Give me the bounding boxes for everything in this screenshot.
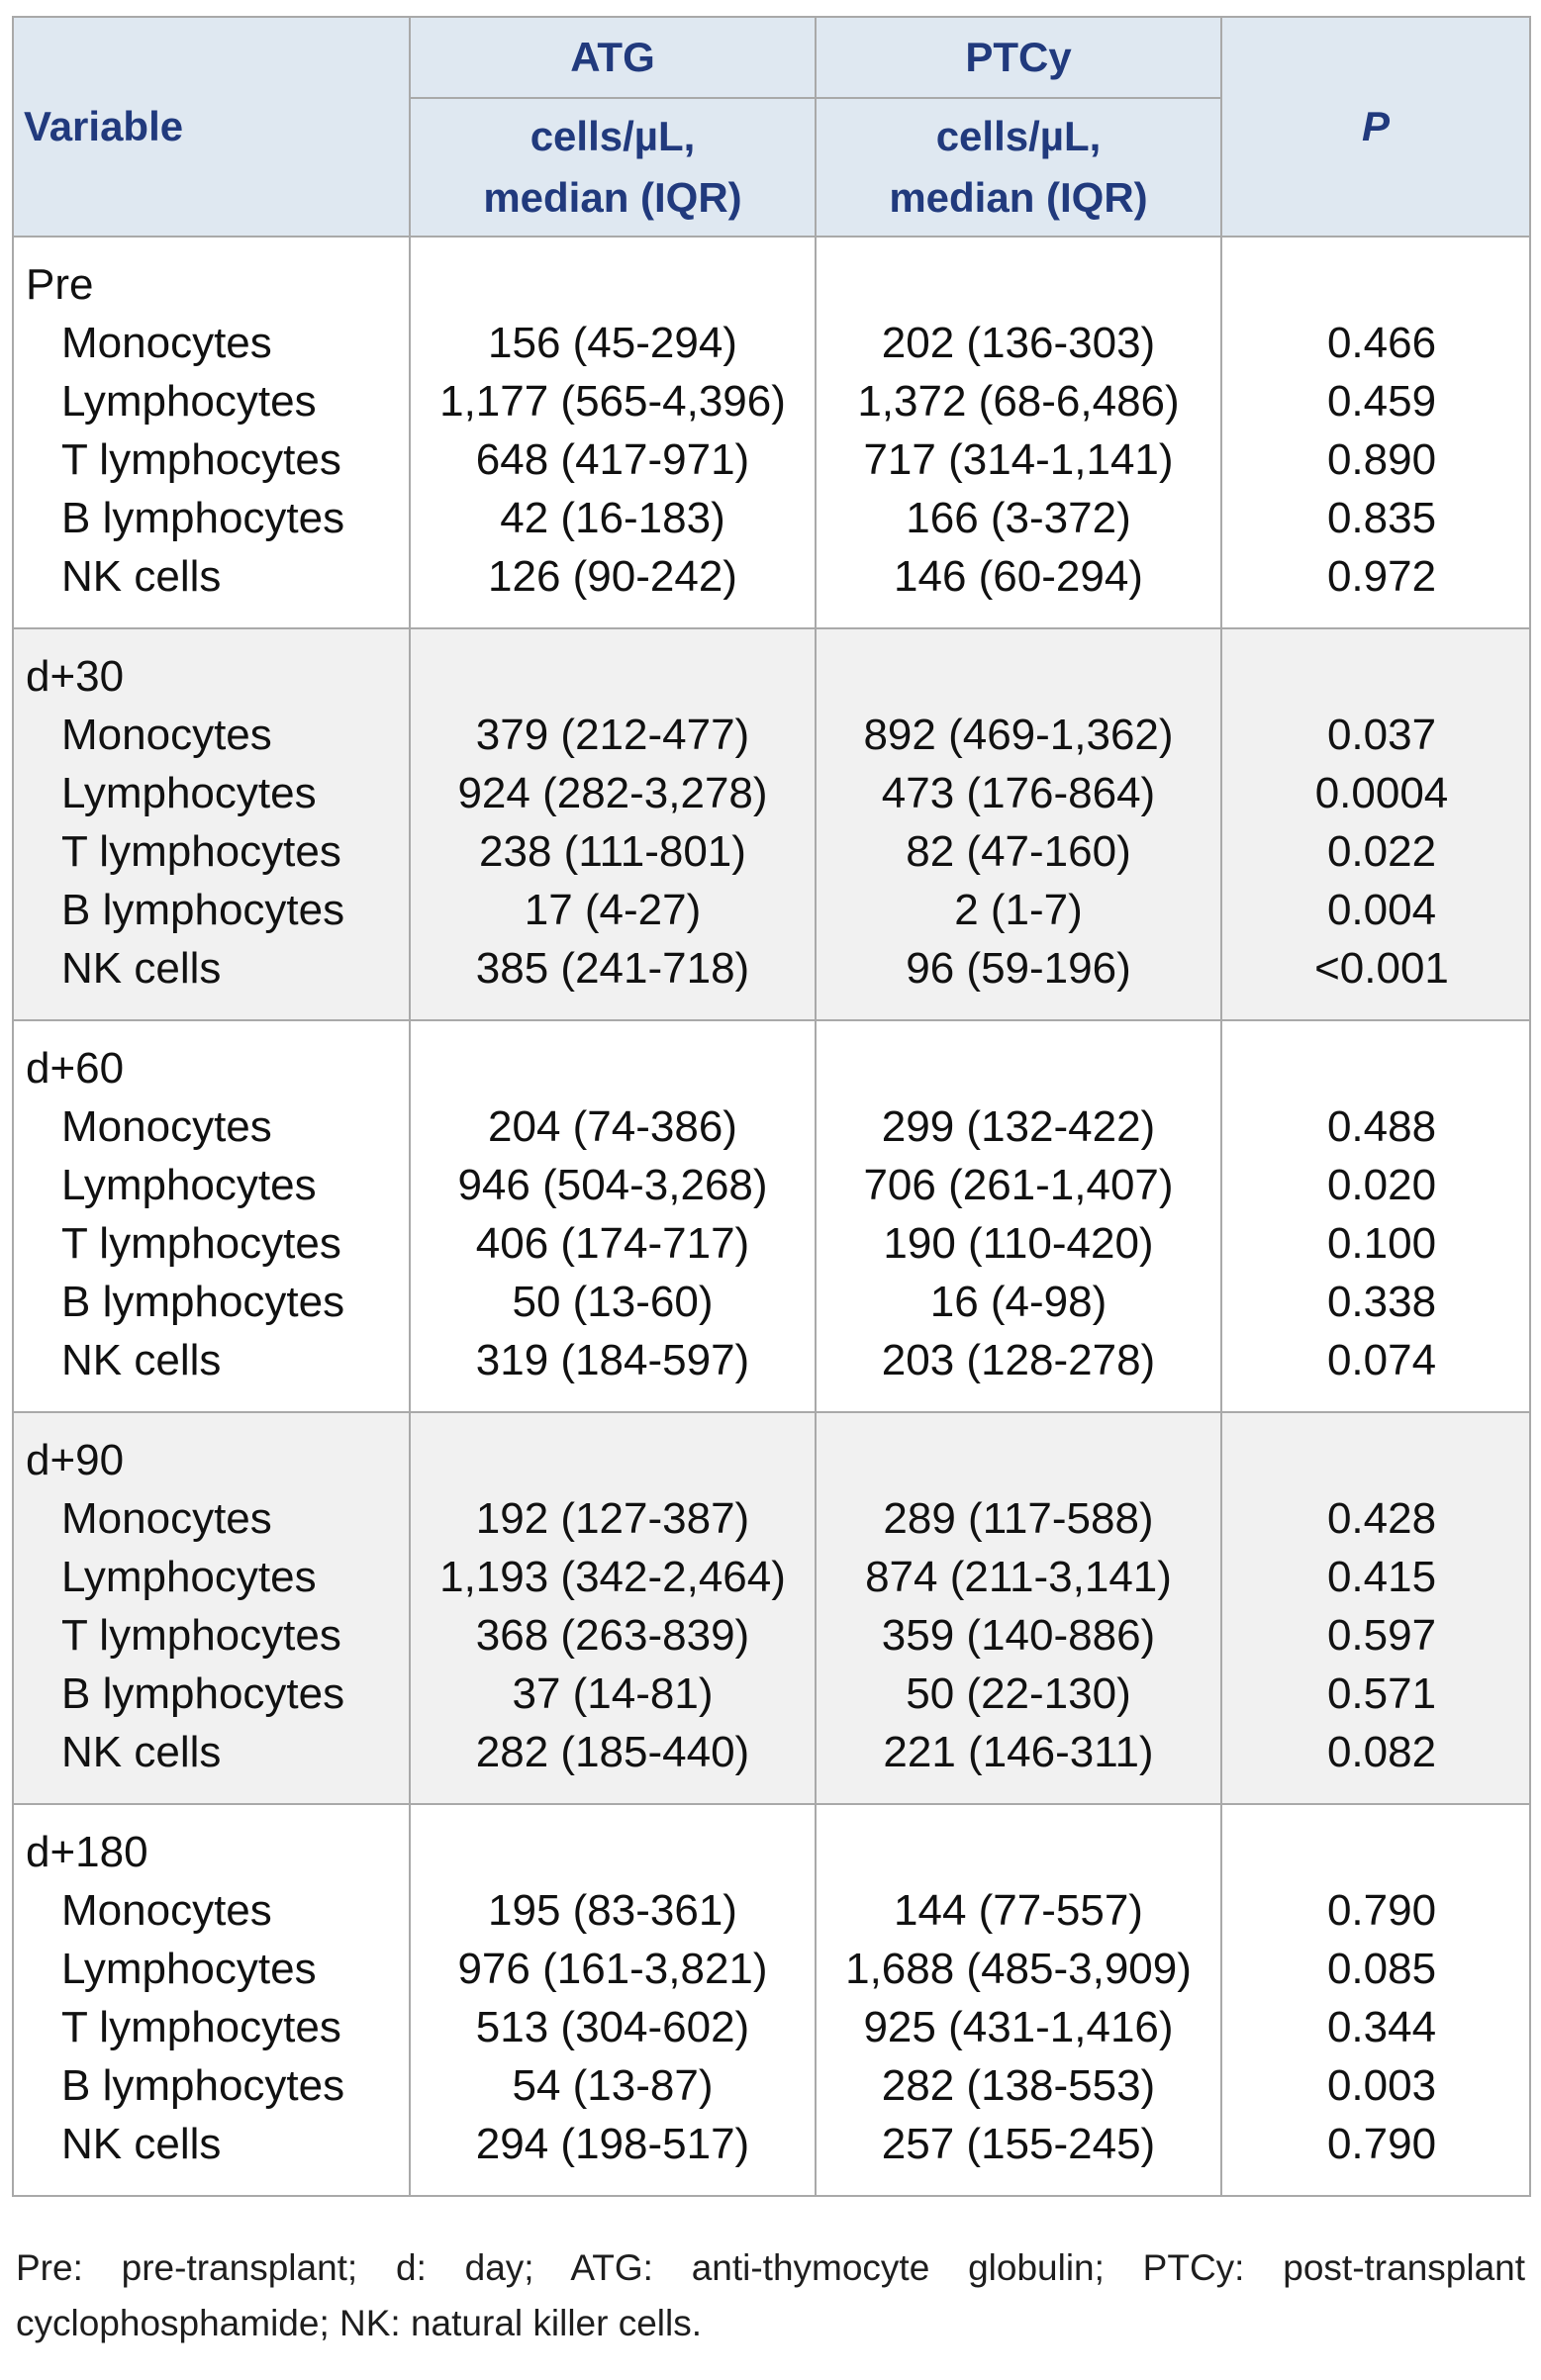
group-d60 (13, 1020, 1530, 1412)
p-value-cell (1221, 1020, 1530, 1412)
spacer (817, 1431, 1220, 1489)
cell-type-label: Monocytes (61, 319, 272, 367)
atg-value: 204 (74-386) (488, 1102, 737, 1151)
p-value: 0.459 (1326, 377, 1437, 426)
cell-type-label: Monocytes (61, 711, 272, 759)
spacer (817, 1039, 1220, 1097)
table-container (12, 16, 1529, 2197)
ptcy-value: 2 (1-7) (954, 886, 1083, 934)
p-value-cell (1221, 1412, 1530, 1804)
ptcy-cell (816, 1412, 1221, 1804)
p-value-cell (1221, 1804, 1530, 2196)
atg-cell (410, 628, 816, 1020)
atg-value: 648 (417-971) (475, 435, 750, 484)
atg-value: 37 (14-81) (512, 1669, 714, 1718)
spacer (817, 1823, 1220, 1881)
cell-type-label: T lymphocytes (61, 827, 341, 876)
ptcy-value: 473 (176-864) (881, 769, 1156, 817)
p-value: 0.972 (1326, 552, 1437, 601)
p-value: 0.037 (1326, 711, 1437, 759)
cell-type-label: T lymphocytes (61, 2003, 341, 2051)
ptcy-value: 706 (261-1,407) (863, 1161, 1174, 1209)
atg-value: 50 (13-60) (512, 1278, 714, 1326)
ptcy-unit-line1: cells/µL, (935, 113, 1102, 159)
cell-type-label: NK cells (61, 1336, 222, 1384)
table-row (13, 237, 1530, 628)
atg-value: 924 (282-3,278) (457, 769, 768, 817)
atg-cell (410, 1804, 816, 2196)
p-value: 0.428 (1326, 1494, 1437, 1543)
spacer (1222, 255, 1529, 314)
cell-type-label: T lymphocytes (61, 1219, 341, 1268)
p-value: 0.466 (1326, 319, 1437, 367)
p-value: 0.835 (1326, 494, 1437, 542)
atg-value: 1,193 (342-2,464) (439, 1553, 786, 1601)
cell-type-label: Lymphocytes (61, 377, 317, 426)
atg-unit-line2: median (IQR) (483, 174, 742, 221)
ptcy-value: 146 (60-294) (894, 552, 1143, 601)
atg-value: 406 (174-717) (475, 1219, 750, 1268)
group-d180 (13, 1804, 1530, 2196)
ptcy-value: 874 (211-3,141) (865, 1553, 1172, 1601)
ptcy-value: 50 (22-130) (906, 1669, 1131, 1718)
p-value: 0.571 (1326, 1669, 1437, 1718)
spacer (1222, 1823, 1529, 1881)
ptcy-value: 144 (77-557) (894, 1886, 1143, 1935)
variable-header: Variable (13, 17, 410, 237)
p-value: 0.488 (1326, 1102, 1437, 1151)
spacer (411, 255, 815, 314)
spacer (817, 255, 1220, 314)
atg-cell (410, 1412, 816, 1804)
p-value: 0.004 (1326, 886, 1437, 934)
p-value: 0.074 (1326, 1336, 1437, 1384)
atg-value: 126 (90-242) (488, 552, 737, 601)
ptcy-header: PTCy (816, 17, 1221, 98)
p-value: 0.597 (1326, 1611, 1437, 1660)
variable-cell (13, 1804, 410, 2196)
p-value-cell (1221, 237, 1530, 628)
p-value: <0.001 (1314, 944, 1449, 993)
atg-value: 156 (45-294) (488, 319, 737, 367)
variable-cell (13, 237, 410, 628)
ptcy-value: 289 (117-588) (883, 1494, 1154, 1543)
ptcy-value: 257 (155-245) (881, 2120, 1156, 2168)
spacer (411, 1823, 815, 1881)
cell-type-label: Lymphocytes (61, 1553, 317, 1601)
p-value: 0.085 (1326, 1945, 1437, 1993)
lymphocyte-subset-table (12, 16, 1531, 2197)
p-value: 0.020 (1326, 1161, 1437, 1209)
cell-type-label: NK cells (61, 944, 222, 993)
ptcy-value: 203 (128-278) (881, 1336, 1156, 1384)
cell-type-label: NK cells (61, 2120, 222, 2168)
p-value: 0.100 (1326, 1219, 1437, 1268)
p-value: 0.338 (1326, 1278, 1437, 1326)
cell-type-label: Lymphocytes (61, 1161, 317, 1209)
atg-cell (410, 237, 816, 628)
p-value: 0.003 (1326, 2061, 1437, 2110)
ptcy-value: 892 (469-1,362) (863, 711, 1174, 759)
table-footnote: Pre: pre-transplant; d: day; ATG: anti-thymocyte globulin; PTCy: post-transplant cyclophosphamide; NK: natural killer cells. (16, 2247, 1525, 2343)
group-pre (13, 237, 1530, 628)
cell-type-label: NK cells (61, 552, 222, 601)
table-header (13, 17, 1530, 237)
cell-type-label: T lymphocytes (61, 435, 341, 484)
p-value: 0.082 (1326, 1728, 1437, 1776)
atg-unit-line1: cells/µL, (530, 113, 696, 159)
cell-type-label: B lymphocytes (61, 494, 345, 542)
ptcy-value: 1,372 (68-6,486) (857, 377, 1180, 426)
atg-unit-header (410, 98, 816, 237)
atg-value: 192 (127-387) (475, 1494, 750, 1543)
timepoint-label: Pre (26, 260, 94, 309)
atg-value: 946 (504-3,268) (457, 1161, 768, 1209)
spacer (411, 647, 815, 706)
spacer (1222, 1431, 1529, 1489)
atg-header: ATG (410, 17, 816, 98)
p-value: 0.415 (1326, 1553, 1437, 1601)
atg-value: 368 (263-839) (475, 1611, 750, 1660)
variable-cell (13, 1020, 410, 1412)
cell-type-label: Lymphocytes (61, 1945, 317, 1993)
atg-value: 379 (212-477) (475, 711, 750, 759)
variable-cell (13, 1412, 410, 1804)
ptcy-value: 202 (136-303) (881, 319, 1156, 367)
atg-value: 976 (161-3,821) (457, 1945, 768, 1993)
ptcy-value: 282 (138-553) (881, 2061, 1156, 2110)
atg-value: 513 (304-602) (475, 2003, 750, 2051)
table-row (13, 1020, 1530, 1412)
table-row (13, 1412, 1530, 1804)
ptcy-value: 1,688 (485-3,909) (845, 1945, 1192, 1993)
atg-value: 319 (184-597) (475, 1336, 750, 1384)
cell-type-label: Lymphocytes (61, 769, 317, 817)
atg-value: 282 (185-440) (475, 1728, 750, 1776)
ptcy-cell (816, 628, 1221, 1020)
variable-cell (13, 628, 410, 1020)
cell-type-label: Monocytes (61, 1494, 272, 1543)
cell-type-label: Monocytes (61, 1886, 272, 1935)
p-value: 0.022 (1326, 827, 1437, 876)
atg-value: 238 (111-801) (479, 827, 746, 876)
atg-cell (410, 1020, 816, 1412)
timepoint-label: d+30 (26, 652, 125, 701)
ptcy-unit-line2: median (IQR) (889, 174, 1148, 221)
table-row (13, 628, 1530, 1020)
p-value: 0.790 (1326, 1886, 1437, 1935)
spacer (411, 1039, 815, 1097)
ptcy-value: 16 (4-98) (929, 1278, 1108, 1326)
cell-type-label: Monocytes (61, 1102, 272, 1151)
cell-type-label: B lymphocytes (61, 1278, 345, 1326)
spacer (1222, 647, 1529, 706)
ptcy-unit-header (816, 98, 1221, 237)
spacer (411, 1431, 815, 1489)
ptcy-value: 82 (47-160) (906, 827, 1131, 876)
ptcy-value: 166 (3-372) (906, 494, 1131, 542)
cell-type-label: T lymphocytes (61, 1611, 341, 1660)
p-value-header: P (1221, 17, 1530, 237)
p-value: 0.344 (1326, 2003, 1437, 2051)
cell-type-label: B lymphocytes (61, 886, 345, 934)
atg-value: 42 (16-183) (500, 494, 725, 542)
atg-value: 17 (4-27) (524, 886, 702, 934)
atg-value: 1,177 (565-4,396) (439, 377, 786, 426)
atg-value: 385 (241-718) (475, 944, 750, 993)
atg-value: 54 (13-87) (512, 2061, 714, 2110)
atg-value: 294 (198-517) (475, 2120, 750, 2168)
timepoint-label: d+60 (26, 1044, 125, 1093)
cell-type-label: B lymphocytes (61, 2061, 345, 2110)
ptcy-value: 299 (132-422) (881, 1102, 1156, 1151)
ptcy-value: 717 (314-1,141) (863, 435, 1174, 484)
p-value: 0.790 (1326, 2120, 1437, 2168)
group-d30 (13, 628, 1530, 1020)
p-value-cell (1221, 628, 1530, 1020)
ptcy-value: 96 (59-196) (906, 944, 1131, 993)
timepoint-label: d+180 (26, 1828, 148, 1876)
cell-type-label: B lymphocytes (61, 1669, 345, 1718)
ptcy-cell (816, 237, 1221, 628)
spacer (817, 647, 1220, 706)
ptcy-value: 190 (110-420) (883, 1219, 1154, 1268)
ptcy-cell (816, 1020, 1221, 1412)
spacer (1222, 1039, 1529, 1097)
ptcy-cell (816, 1804, 1221, 2196)
timepoint-label: d+90 (26, 1436, 125, 1484)
ptcy-value: 925 (431-1,416) (863, 2003, 1174, 2051)
atg-value: 195 (83-361) (488, 1886, 737, 1935)
p-value: 0.890 (1326, 435, 1437, 484)
ptcy-value: 359 (140-886) (881, 1611, 1156, 1660)
group-d90 (13, 1412, 1530, 1804)
cell-type-label: NK cells (61, 1728, 222, 1776)
ptcy-value: 221 (146-311) (883, 1728, 1154, 1776)
p-value: 0.0004 (1314, 769, 1449, 817)
table-row (13, 1804, 1530, 2196)
